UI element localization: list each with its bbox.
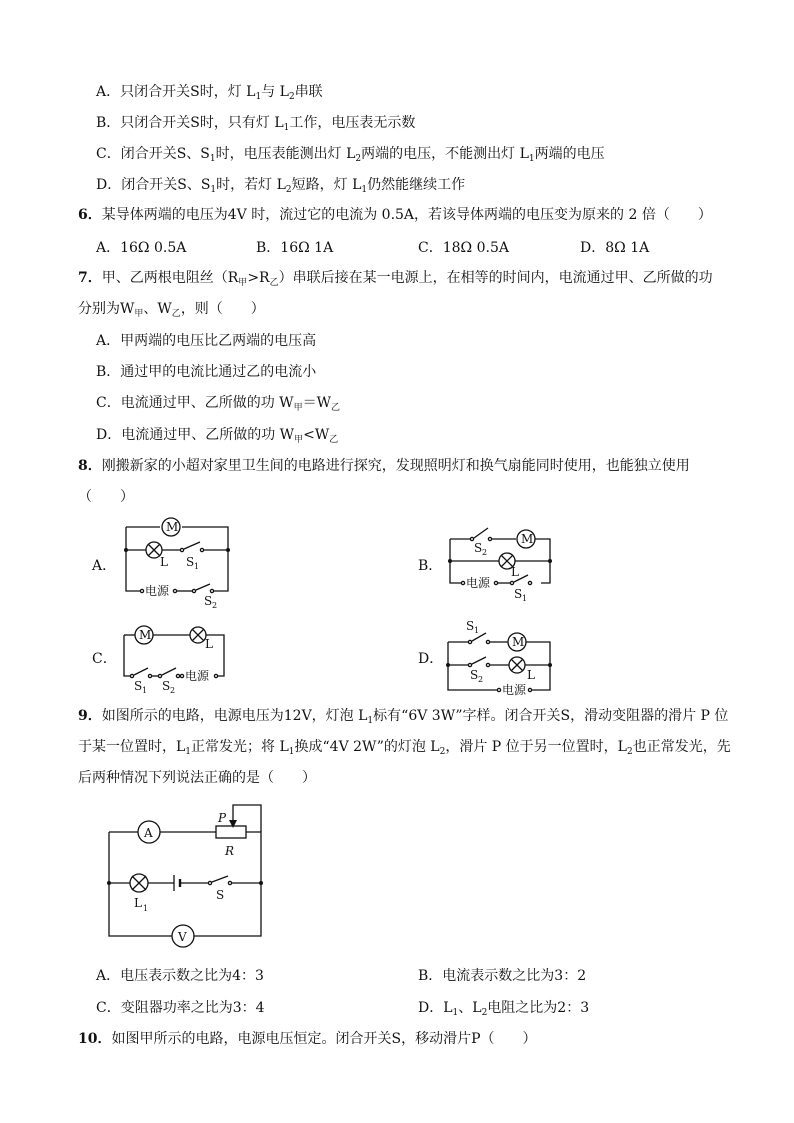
svg-text:电源: 电源	[466, 576, 491, 590]
svg-text:S: S	[216, 888, 225, 902]
q9-stem-line3: 后两种情况下列说法正确的是（ ）	[78, 770, 316, 786]
svg-text:A: A	[144, 826, 153, 840]
svg-text:S: S	[162, 679, 171, 693]
q7-stem-line2: 分别为$W_甲$、$W_乙$，则（ ）	[78, 301, 265, 319]
svg-text:电源: 电源	[145, 584, 170, 598]
svg-text:S: S	[466, 619, 475, 633]
circuit-b	[448, 528, 552, 603]
svg-text:S: S	[134, 679, 143, 693]
q8-letter-d: D．	[418, 651, 444, 667]
svg-text:L: L	[160, 555, 168, 569]
q9-option-a: A．电压表示数之比为4：3	[96, 968, 264, 984]
svg-text:2: 2	[170, 686, 176, 695]
svg-text:L: L	[511, 565, 519, 579]
voltmeter-symbol	[172, 925, 194, 947]
lamp-symbol	[130, 874, 148, 892]
circuit-a	[124, 518, 230, 610]
svg-text:M: M	[166, 520, 179, 534]
ammeter-symbol	[138, 821, 160, 843]
motor-symbol	[162, 518, 180, 536]
svg-text:电源: 电源	[502, 683, 527, 697]
q9-option-c: C．变阻器功率之比为3：4	[96, 1000, 265, 1016]
q8-stem: 8．刚搬新家的小超对家里卫生间的电路进行探究，发现照明灯和换气扇能同时使用，也能独立使用	[78, 458, 690, 474]
svg-text:S: S	[470, 668, 479, 682]
q8-letter-c: C．	[92, 651, 117, 667]
svg-text:M: M	[521, 532, 534, 546]
q10-stem: 10．如图甲所示的电路，电源电压恒定。闭合开关S，移动滑片P（ ）	[78, 1031, 537, 1047]
svg-text:M: M	[139, 628, 152, 642]
rheostat-symbol	[216, 826, 246, 838]
q8-letter-a: A．	[92, 558, 117, 574]
q5-option-c: C．闭合开关S、$S_1$时，电压表能测出灯 $L_2$两端的电压，不能测出灯 $L_1$两端的电压	[96, 146, 605, 164]
q9-stem-line2: 于某一位置时，$L_1$正常发光；将 $L_1$换成“4V 2W”的灯泡 $L_2$，滑片 P 位于另一位置时，$L_2$也正常发光，先	[78, 739, 731, 757]
lamp-symbol	[509, 657, 525, 673]
circuit-c	[124, 626, 224, 695]
svg-text:V: V	[178, 930, 187, 944]
q7-option-b: B．通过甲的电流比通过乙的电流小	[96, 364, 317, 380]
q6-option-d: D．8Ω 1A	[580, 240, 650, 256]
svg-text:M: M	[512, 635, 525, 649]
q7-option-c: C．电流通过甲、乙所做的功 $W_甲=W_乙$	[96, 395, 340, 413]
svg-text:1: 1	[143, 904, 149, 913]
lamp-symbol	[190, 627, 206, 643]
q7-stem-line1: 7．甲、乙两根电阻丝$(R_甲>R_乙)$串联后接在某一电源上，在相等的时间内，电流通过甲、乙所做的功	[78, 270, 713, 288]
q7-option-a: A．甲两端的电压比乙两端的电压高	[96, 333, 317, 349]
svg-text:1: 1	[142, 686, 148, 695]
motor-symbol	[517, 530, 535, 548]
motor-symbol	[508, 633, 526, 651]
q5-option-b: B．只闭合开关S时，只有灯 $L_1$工作，电压表无示数	[96, 115, 416, 133]
q7-option-d: D．电流通过甲、乙所做的功 $W_甲<W_乙$	[96, 427, 339, 445]
q8-letter-b: B．	[418, 558, 443, 574]
q9-option-d: D．$L_1$、$L_2$电阻之比为2：3	[418, 1000, 590, 1018]
q9-option-b: B．电流表示数之比为3：2	[418, 968, 587, 984]
svg-text:L: L	[205, 637, 213, 651]
motor-symbol	[135, 626, 153, 644]
svg-text:2: 2	[212, 601, 218, 610]
svg-text:S: S	[474, 541, 483, 555]
svg-text:S: S	[186, 555, 195, 569]
svg-text:1: 1	[474, 626, 480, 635]
q6-option-b: B．16Ω 1A	[256, 240, 334, 256]
svg-text:1: 1	[522, 594, 528, 603]
circuit-d	[446, 619, 552, 697]
q9-stem-line1: 9．如图所示的电路，电源电压为12V，灯泡 $L_1$标有“6V 3W”字样。闭合开关S，滑动变阻器的滑片 P 位	[78, 708, 729, 726]
q5-option-d: D．闭合开关S、$S_1$时，若灯 $L_2$短路，灯 $L_1$仍然能继续工作	[96, 177, 466, 195]
lamp-symbol	[146, 542, 162, 558]
svg-text:S: S	[204, 594, 213, 608]
q9-circuit	[107, 805, 263, 947]
svg-text:2: 2	[482, 548, 488, 557]
svg-text:L: L	[527, 668, 535, 682]
svg-text:电源: 电源	[185, 669, 210, 683]
svg-text:L: L	[134, 896, 142, 910]
svg-text:1: 1	[194, 562, 200, 571]
q6-option-c: C．18Ω 0.5A	[418, 240, 509, 256]
q6-stem: 6．某导体两端的电压为4V 时，流过它的电流为 0.5A，若该导体两端的电压变为原来的 2 倍（ ）	[78, 207, 712, 223]
svg-text:P: P	[218, 811, 227, 825]
q5-option-a: A．只闭合开关S时，灯 $L_1$与 $L_2$串联	[96, 84, 323, 102]
q8-paren: （ ）	[78, 489, 134, 505]
svg-text:R: R	[225, 844, 235, 858]
svg-text:2: 2	[478, 675, 484, 684]
svg-text:S: S	[514, 587, 523, 601]
lamp-symbol	[499, 553, 515, 569]
q6-option-a: A．16Ω 0.5A	[96, 240, 187, 256]
